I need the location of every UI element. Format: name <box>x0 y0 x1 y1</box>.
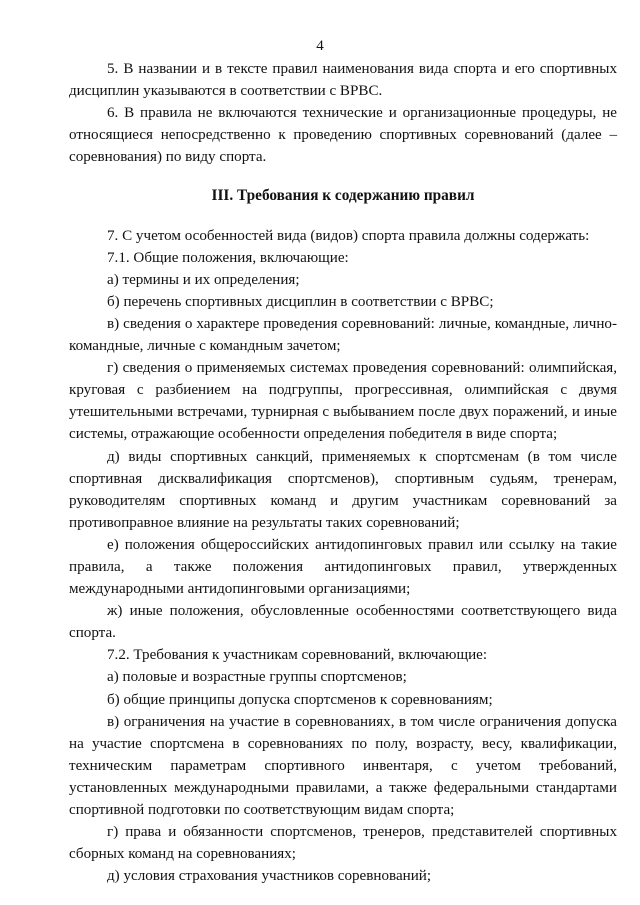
paragraph-item-6: 6. В правила не включаются технические и организационные процедуры, не относящиеся непосредственно к проведению спортивных соревнований (далее – соревнования) по виду спорта. <box>69 105 617 166</box>
paragraph-item-5: 5. В названии и в тексте правил наименования вида спорта и его спортивных дисциплин указываются в соответствии с ВРВС. <box>69 61 617 100</box>
list-item-b-2: б) общие принципы допуска спортсменов к соревнованиям; <box>107 691 493 708</box>
list-item-d-2: д) условия страхования участников соревнований; <box>107 868 432 885</box>
list-item-a-2: а) половые и возрастные группы спортсменов; <box>107 669 407 686</box>
page-number: 4 <box>316 38 324 54</box>
list-item-d: д) виды спортивных санкций, применяемых к спортсменам (в том числе спортивная дисквалификация спортсменов), спортивным судьям, тренерам, руководителям спортивных команд и другим участникам соревнований за противоправное влияние на результаты таких соревнований; <box>69 448 617 531</box>
list-item-b: б) перечень спортивных дисциплин в соответствии с ВРВС; <box>107 293 494 310</box>
document-body <box>69 58 617 887</box>
list-item-zh: ж) иные положения, обусловленные особенностями соответствующего вида спорта. <box>69 603 617 642</box>
list-item-g: г) сведения о применяемых системах проведения соревнований: олимпийская, круговая с разбиением на подгруппы, прогрессивная, олимпийская с двумя утешительными встречами, турнирная с выбыванием после двух поражений, и иные системы, отражающие особенности определения победителя в виде спорта; <box>69 360 617 443</box>
list-item-g-2: г) права и обязанности спортсменов, тренеров, представителей спортивных сборных команд на соревнованиях; <box>69 824 617 863</box>
paragraph-item-7-1: 7.1. Общие положения, включающие: <box>107 249 349 266</box>
list-item-v: в) сведения о характере проведения соревнований: личные, командные, лично-командные, личные с командным зачетом; <box>69 315 617 355</box>
list-item-a: а) термины и их определения; <box>107 271 300 288</box>
paragraph-item-7-2: 7.2. Требования к участникам соревнований, включающие: <box>107 647 488 664</box>
list-item-e: е) положения общероссийских антидопинговых правил или ссылку на такие правила, а также положения антидопинговых правил, утвержденных международными антидопинговыми организациями; <box>69 536 617 598</box>
list-item-v-2: в) ограничения на участие в соревнованиях, в том числе ограничения допуска на участие спортсмена в соревнованиях по полу, возрасту, весу, квалификации, техническим параметрам спортивного инвентаря, с учетом требований, установленных международными правилами, а также федеральными стандартами спортивной подготовки по соответствующим видам спорта; <box>69 713 617 818</box>
section-heading: III. Требования к содержанию правил <box>211 187 475 205</box>
paragraph-item-7: 7. С учетом особенностей вида (видов) спорта правила должны содержать: <box>107 227 590 244</box>
